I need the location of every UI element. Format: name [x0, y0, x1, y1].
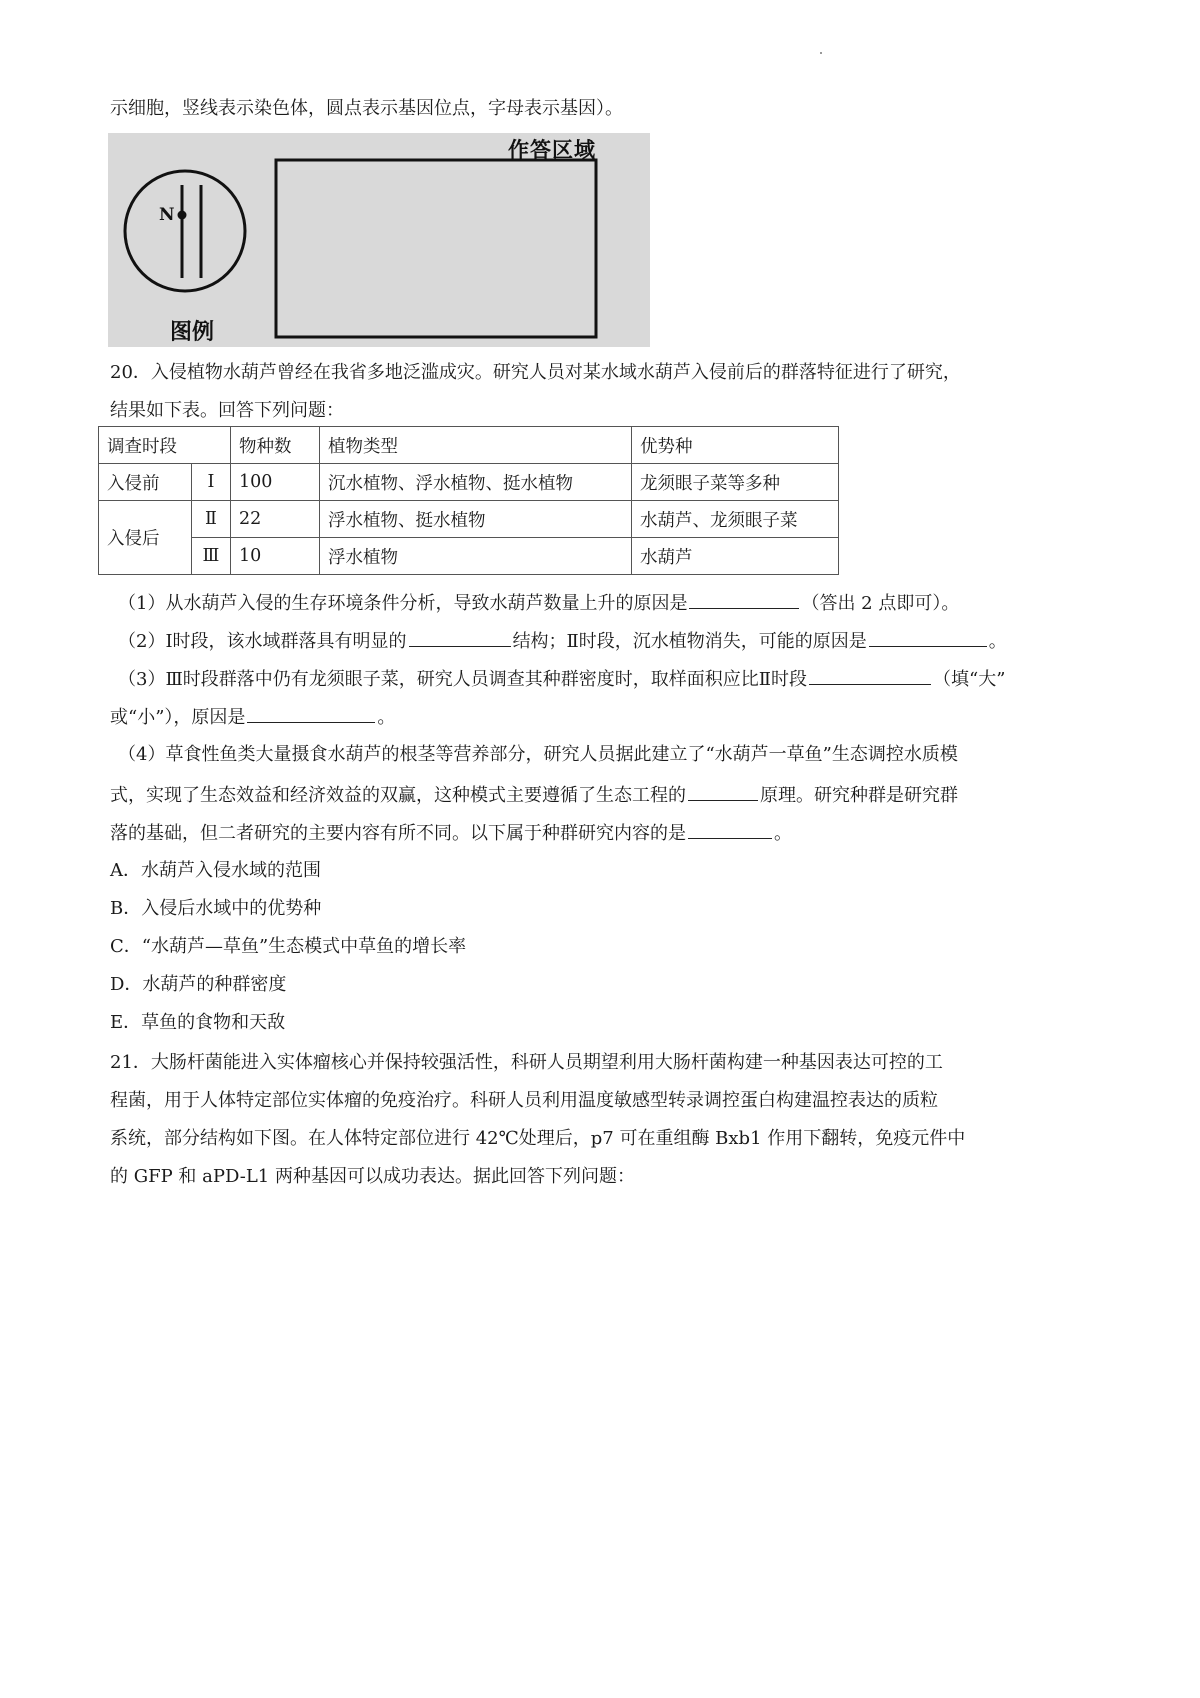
q20-sub2 [118, 626, 1007, 655]
table-header-row [99, 427, 839, 464]
cell-stage: Ⅲ [192, 538, 231, 575]
legend-label: 图例 [170, 320, 215, 345]
header-dominant: 优势种 [632, 427, 839, 464]
q20-sub3-cont [110, 702, 395, 731]
gene-label: N [159, 205, 175, 225]
sub3-cont: 或“小”），原因是 [110, 707, 246, 728]
cell-circle [125, 171, 245, 291]
cell-types: 浮水植物、挺水植物 [320, 501, 632, 538]
cell-types: 沉水植物、浮水植物、挺水植物 [320, 464, 632, 501]
q21-line2: 程菌，用于人体特定部位实体瘤的免疫治疗。科研人员利用温度敏感型转录调控蛋白构建温控表达的质粒 [110, 1090, 938, 1111]
option-b: B．入侵后水域中的优势种 [110, 898, 322, 919]
q20-line1: 20．入侵植物水葫芦曾经在我省多地泛滥成灾。研究人员对某水域水葫芦入侵前后的群落特征进行了研究， [110, 362, 961, 383]
answer-blank[interactable] [689, 588, 799, 609]
header-types: 植物类型 [320, 427, 632, 464]
answer-blank[interactable] [688, 780, 758, 801]
q20-sub4-line1: （4）草食性鱼类大量摄食水葫芦的根茎等营养部分，研究人员据此建立了“水葫芦一草鱼”生态调控水质模 [118, 744, 958, 765]
scan-speck [820, 52, 822, 54]
answer-blank[interactable] [409, 626, 511, 647]
sub4-mid: 原理。研究种群是研究群 [760, 785, 958, 806]
cell-species: 22 [231, 501, 320, 538]
sub3-text: （3）Ⅲ时段群落中仍有龙须眼子菜，研究人员调查其种群密度时，取样面积应比Ⅱ时段 [118, 669, 808, 690]
gene-locus-dot [178, 211, 187, 220]
sub1-text: （1）从水葫芦入侵的生存环境条件分析，导致水葫芦数量上升的原因是 [118, 593, 688, 614]
community-table [98, 426, 839, 575]
cell-types: 浮水植物 [320, 538, 632, 575]
option-c: C．“水葫芦—草鱼”生态模式中草鱼的增长率 [110, 936, 467, 957]
option-e: E．草鱼的食物和天敌 [110, 1012, 286, 1033]
table-row [99, 501, 839, 538]
answer-blank[interactable] [247, 702, 375, 723]
sub2-mid: 结构；Ⅱ时段，沉水植物消失，可能的原因是 [512, 631, 867, 652]
q21-line4: 的 GFP 和 aPD-L1 两种基因可以成功表达。据此回答下列问题： [110, 1166, 635, 1187]
answer-blank[interactable] [869, 626, 987, 647]
cell-stage: Ⅰ [192, 464, 231, 501]
intro-line: 示细胞，竖线表示染色体，圆点表示基因位点，字母表示基因）。 [110, 98, 623, 119]
answer-area-title: 作答区域 [508, 138, 596, 162]
answer-blank[interactable] [809, 664, 931, 685]
sub3-tail: 。 [377, 707, 396, 728]
header-species: 物种数 [231, 427, 320, 464]
q21-line1: 21．大肠杆菌能进入实体瘤核心并保持较强活性，科研人员期望利用大肠杆菌构建一种基因表达可控的工 [110, 1052, 943, 1073]
q20-line2: 结果如下表。回答下列问题： [110, 400, 344, 421]
cell-species: 100 [231, 464, 320, 501]
option-a: A．水葫芦入侵水域的范围 [110, 860, 321, 881]
cell-dominant: 龙须眼子菜等多种 [632, 464, 839, 501]
sub4-text: 式，实现了生态效益和经济效益的双赢，这种模式主要遵循了生态工程的 [110, 785, 686, 806]
cell-dominant: 水葫芦、龙须眼子菜 [632, 501, 839, 538]
answer-figure [108, 133, 650, 347]
sub1-tail: （答出 2 点即可）。 [801, 593, 960, 614]
q20-sub1 [118, 588, 959, 617]
cell-dominant: 水葫芦 [632, 538, 839, 575]
q20-sub4-line3 [110, 818, 792, 847]
q20-sub3 [118, 664, 1005, 693]
cell-period: 入侵前 [99, 464, 192, 501]
cell-species: 10 [231, 538, 320, 575]
q20-sub4-line2 [110, 780, 958, 809]
answer-blank[interactable] [688, 818, 772, 839]
table-row [99, 538, 839, 575]
sub2-text: （2）Ⅰ时段，该水域群落具有明显的 [118, 631, 407, 652]
sub4-cont: 落的基础，但二者研究的主要内容有所不同。以下属于种群研究内容的是 [110, 823, 686, 844]
sub4-tail: 。 [774, 823, 792, 844]
sub2-tail: 。 [988, 631, 1007, 652]
cell-stage: Ⅱ [192, 501, 231, 538]
q21-line3: 系统，部分结构如下图。在人体特定部位进行 42℃处理后，p7 可在重组酶 Bxb1 作用下翻转，免疫元件中 [110, 1128, 966, 1149]
cell-period: 入侵后 [99, 501, 192, 575]
header-period: 调查时段 [99, 427, 231, 464]
sub3-mid: （填“大” [933, 669, 1006, 690]
answer-area-box [276, 160, 596, 337]
table-row [99, 464, 839, 501]
option-d: D．水葫芦的种群密度 [110, 974, 287, 995]
